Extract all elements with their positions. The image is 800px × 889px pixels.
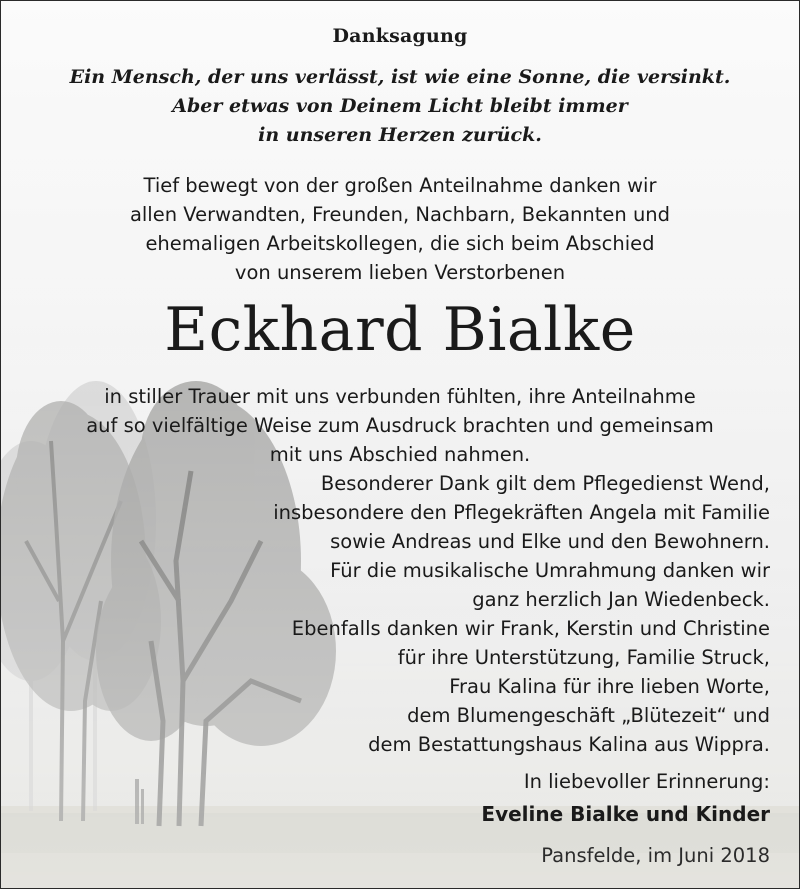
body-line: Frau Kalina für ihre lieben Worte, [449,675,770,698]
body-line: für ihre Unterstützung, Familie Struck, [397,646,770,669]
deceased-name: Eckhard Bialke [164,295,636,365]
body-line: Für die musikalische Umrahmung danken wir [330,559,770,582]
body-line: Ebenfalls danken wir Frank, Kerstin und Christine [291,617,770,640]
signoff-line: In liebevoller Erinnerung: [523,770,770,793]
body-line: Besonderer Dank gilt dem Pflegedienst Wend, [320,472,770,495]
signoff-names: Eveline Bialke und Kinder [481,802,770,826]
body-line: in stiller Trauer mit uns verbunden fühlten, ihre Anteilnahme [104,385,696,408]
quote-line: Aber etwas von Deinem Licht bleibt immer [172,95,628,117]
body-line: dem Bestattungshaus Kalina aus Wippra. [368,733,770,756]
signoff [481,766,770,830]
thanks-text [1,382,799,759]
intro-line: von unserem lieben Verstorbenen [234,261,566,284]
quote-line: in unseren Herzen zurück. [258,124,542,146]
quote-line: Ein Mensch, der uns verlässt, ist wie eine Sonne, die versinkt. [69,66,731,88]
body-line: insbesondere den Pflegekräften Angela mit Familie [273,501,770,524]
intro-line: Tief bewegt von der großen Anteilnahme danken wir [143,174,657,197]
body-line: auf so vielfältige Weise zum Ausdruck brachten und gemeinsam [86,414,714,437]
body-line: ganz herzlich Jan Wiedenbeck. [472,588,770,611]
body-line: sowie Andreas und Elke und den Bewohnern. [330,530,770,553]
intro-text [1,171,799,287]
body-line: mit uns Abschied nahmen. [269,443,531,466]
place-date: Pansfelde, im Juni 2018 [541,844,770,867]
intro-line: allen Verwandten, Freunden, Nachbarn, Bekannten und [129,203,671,226]
body-line: dem Blumengeschäft „Blütezeit“ und [407,704,770,727]
memorial-quote [1,63,799,150]
notice-heading: Danksagung [332,25,468,47]
intro-line: ehemaligen Arbeitskollegen, die sich beim Abschied [145,232,655,255]
